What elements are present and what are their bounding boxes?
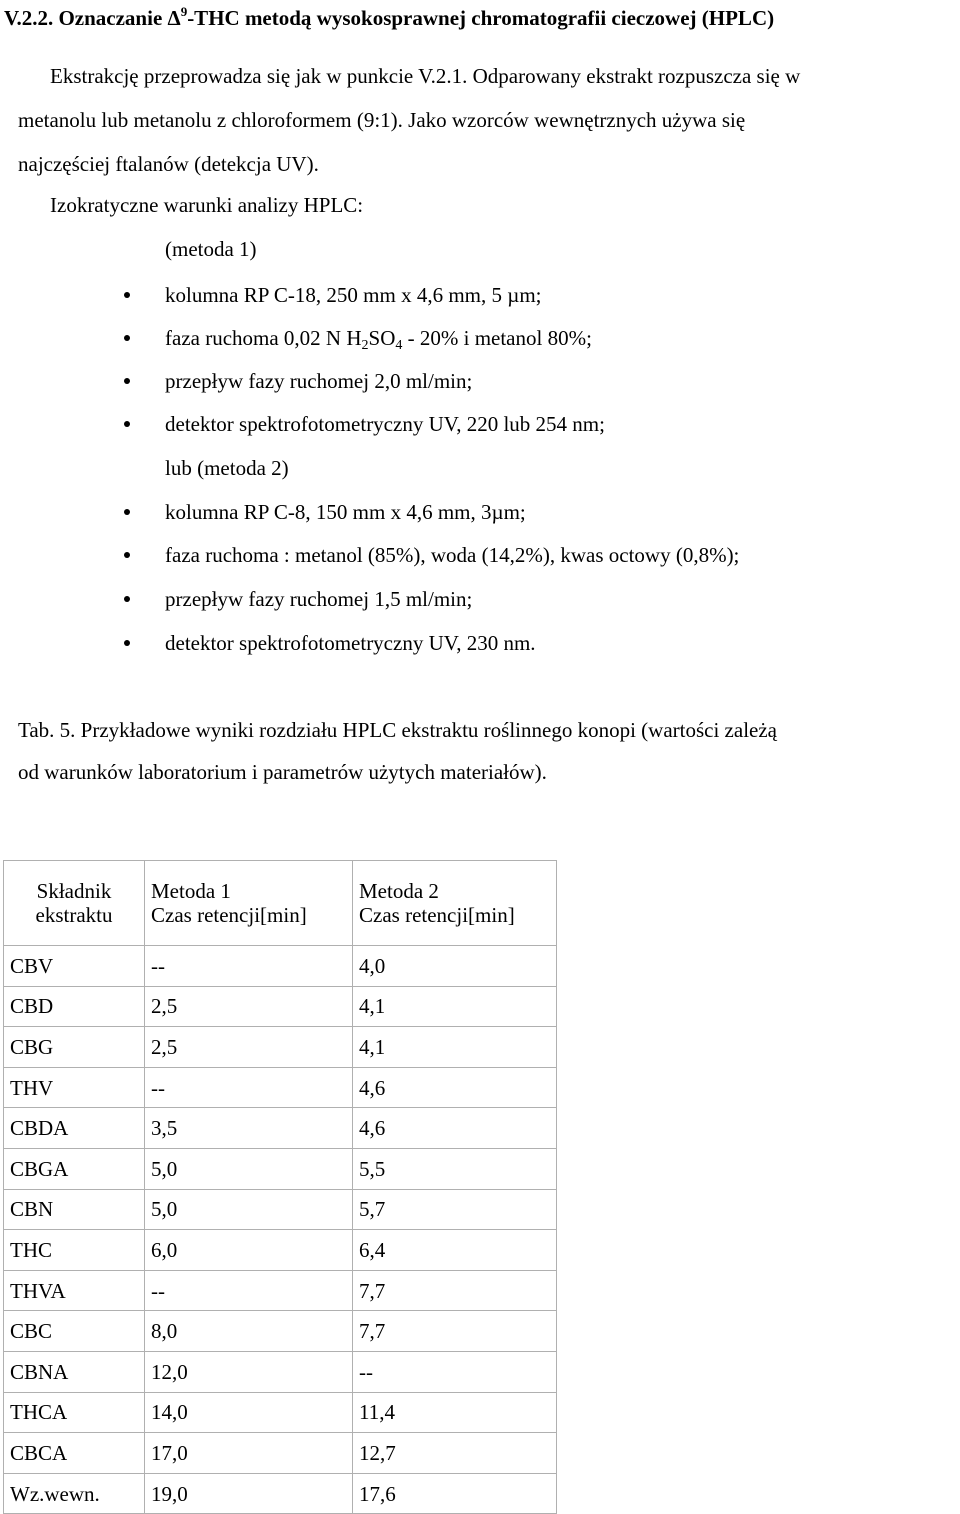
cell-method1: 6,0 (145, 1230, 353, 1271)
cell-method1: -- (145, 1067, 353, 1108)
cell-method1: 17,0 (145, 1433, 353, 1474)
column-header-method1: Metoda 1 Czas retencji[min] (145, 861, 353, 946)
cell-method2: -- (353, 1351, 557, 1392)
method1-label: (metoda 1) (165, 237, 257, 261)
cell-component: CBCA (4, 1433, 145, 1474)
cell-method2: 5,7 (353, 1189, 557, 1230)
table-row (4, 1473, 557, 1514)
cell-method1: 5,0 (145, 1148, 353, 1189)
section-heading (4, 2, 774, 34)
table-row (4, 1311, 557, 1352)
table-row (4, 986, 557, 1027)
cell-method2: 11,4 (353, 1392, 557, 1433)
cell-component: CBGA (4, 1148, 145, 1189)
table-row (4, 1067, 557, 1108)
cell-component: THC (4, 1230, 145, 1271)
heading-suffix: -THC metodą wysokosprawnej chromatografii cieczowej (HPLC) (187, 6, 775, 30)
intro-line: najczęściej ftalanów (detekcja UV). (18, 152, 319, 176)
cell-component: CBDA (4, 1108, 145, 1149)
caption-line: Tab. 5. Przykładowe wyniki rozdziału HPLC ekstraktu roślinnego konopi (wartości zależą (18, 718, 777, 742)
bullet-icon (124, 335, 130, 341)
table-row (4, 1351, 557, 1392)
bullet-icon (124, 509, 130, 515)
cell-component: CBNA (4, 1351, 145, 1392)
cell-method1: 2,5 (145, 1027, 353, 1068)
table-row (4, 1230, 557, 1271)
results-table (3, 860, 557, 1514)
bullet-icon (124, 292, 130, 298)
cell-method1: 19,0 (145, 1473, 353, 1514)
table-row (4, 946, 557, 987)
cell-method2: 4,0 (353, 946, 557, 987)
cell-method2: 4,1 (353, 1027, 557, 1068)
table-row (4, 1108, 557, 1149)
cell-method1: -- (145, 1270, 353, 1311)
bullet-icon (124, 596, 130, 602)
bullet-icon (124, 552, 130, 558)
conditions-title: Izokratyczne warunki analizy HPLC: (50, 193, 364, 217)
cell-component: CBD (4, 986, 145, 1027)
cell-component: THVA (4, 1270, 145, 1311)
heading-prefix: V.2.2. Oznaczanie Δ (4, 6, 181, 30)
cell-method1: 8,0 (145, 1311, 353, 1352)
cell-method1: 5,0 (145, 1189, 353, 1230)
cell-method2: 17,6 (353, 1473, 557, 1514)
cell-method2: 5,5 (353, 1148, 557, 1189)
cell-method1: 12,0 (145, 1351, 353, 1392)
table-row (4, 1392, 557, 1433)
column-header-method2: Metoda 2 Czas retencji[min] (353, 861, 557, 946)
intro-paragraph (18, 54, 938, 186)
cell-component: CBV (4, 946, 145, 987)
method2-label: lub (metoda 2) (165, 456, 289, 480)
intro-line: metanolu lub metanolu z chloroformem (9:1). Jako wzorców wewnętrznych używa się (18, 108, 746, 132)
cell-component: THCA (4, 1392, 145, 1433)
column-header-component: Składnik ekstraktu (4, 861, 145, 946)
caption-line: od warunków laboratorium i parametrów użytych materiałów). (18, 760, 547, 784)
intro-line: Ekstrakcję przeprowadza się jak w punkcie V.2.1. Odparowany ekstrakt rozpuszcza się w (50, 64, 801, 88)
table-row (4, 1148, 557, 1189)
cell-method1: 2,5 (145, 986, 353, 1027)
cell-method2: 7,7 (353, 1311, 557, 1352)
heading-superscript: 9 (180, 4, 188, 19)
cell-method1: 3,5 (145, 1108, 353, 1149)
cell-method1: -- (145, 946, 353, 987)
table-row (4, 1027, 557, 1068)
table-row (4, 1189, 557, 1230)
bullet-icon (124, 421, 130, 427)
cell-component: CBN (4, 1189, 145, 1230)
bullet-icon (124, 640, 130, 646)
cell-method2: 4,6 (353, 1108, 557, 1149)
cell-method2: 7,7 (353, 1270, 557, 1311)
cell-method2: 12,7 (353, 1433, 557, 1474)
table-header-row (4, 861, 557, 946)
table-row (4, 1270, 557, 1311)
cell-component: Wz.wewn. (4, 1473, 145, 1514)
cell-component: CBC (4, 1311, 145, 1352)
cell-component: THV (4, 1067, 145, 1108)
cell-method2: 6,4 (353, 1230, 557, 1271)
cell-method1: 14,0 (145, 1392, 353, 1433)
table-caption (18, 709, 938, 793)
cell-component: CBG (4, 1027, 145, 1068)
bullet-icon (124, 378, 130, 384)
cell-method2: 4,6 (353, 1067, 557, 1108)
table-row (4, 1433, 557, 1474)
cell-method2: 4,1 (353, 986, 557, 1027)
